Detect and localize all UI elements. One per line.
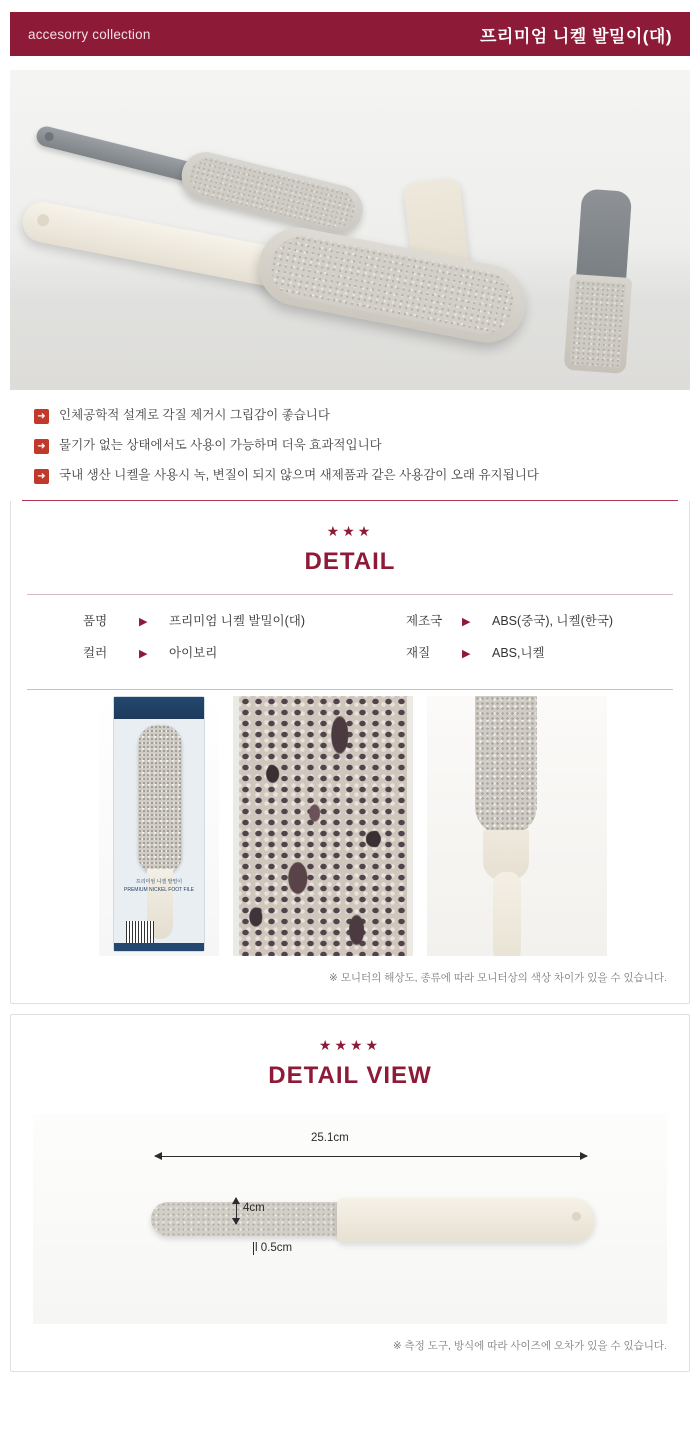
dimension-product-photo: [151, 1192, 591, 1262]
package-bottom-band: [114, 943, 204, 951]
spec-column-left: [11, 611, 350, 675]
arrow-right-icon: ➜: [34, 409, 49, 424]
package-top-band: [114, 697, 204, 719]
feature-text: 물기가 없는 상태에서도 사용이 가능하며 더욱 효과적입니다: [59, 438, 382, 452]
spec-label: 품명: [83, 614, 108, 628]
spec-row: [83, 611, 350, 629]
spec-value: ABS,니켈: [492, 646, 545, 660]
stars-decoration: ★★★★: [318, 1037, 382, 1053]
page-title: 프리미엄 니켈 발밀이(대): [480, 26, 672, 46]
product-detail-page: [0, 12, 700, 1451]
collection-label: accesorry collection: [28, 26, 151, 42]
feature-text: 인체공학적 설계로 각질 제거시 그립감이 좋습니다: [59, 408, 330, 422]
stars-decoration: ★★★: [326, 523, 374, 539]
detail-panel: [10, 501, 690, 1004]
arrow-right-icon: ➜: [34, 469, 49, 484]
spec-table: [11, 595, 689, 689]
feature-item: [34, 468, 690, 484]
feature-list: [34, 408, 690, 484]
arrow-right-icon: ▶: [462, 616, 471, 628]
spec-label: 재질: [406, 646, 431, 660]
detail-view-panel: [10, 1014, 690, 1372]
package-product-pad: [138, 725, 182, 875]
arrow-right-icon: ▶: [462, 648, 471, 660]
handle-closeup-photo: [427, 696, 607, 956]
arrow-right-icon: ▶: [139, 616, 148, 628]
spec-label: 컬러: [83, 646, 108, 660]
package-label-text: 프리미엄 니켈 발밀이 PREMIUM NICKEL FOOT FILE: [124, 879, 195, 893]
detail-view-title: DETAIL VIEW: [268, 1062, 432, 1089]
spec-column-right: [350, 611, 689, 675]
dimension-diagram: [33, 1114, 667, 1324]
monitor-color-note: ※ 모니터의 해상도, 종류에 따라 모니터상의 색상 차이가 있을 수 있습니다.: [329, 972, 667, 984]
ivory-file-abrasive-pad: [252, 221, 532, 349]
feature-item: [34, 408, 690, 424]
thickness-dimension-label: l 0.5cm: [255, 1242, 293, 1254]
package-card: [113, 696, 205, 952]
detail-view-section-header: [11, 1015, 689, 1108]
barcode-icon: [126, 921, 154, 943]
package-photo: [99, 696, 219, 956]
closeup-abrasive-pad: [475, 696, 537, 836]
width-dimension-label: 4cm: [243, 1202, 265, 1214]
spec-row: [406, 611, 689, 629]
length-dimension-line: [155, 1156, 587, 1157]
feature-item: [34, 438, 690, 454]
spec-label: 제조국: [406, 614, 443, 628]
length-dimension-label: 25.1cm: [311, 1132, 349, 1144]
gray-file-back-piece: [564, 188, 638, 372]
closeup-handle: [493, 872, 521, 956]
detail-image-row: [11, 690, 689, 956]
abrasive-surface-macro-photo: [233, 696, 413, 956]
spec-value: 프리미엄 니켈 발밀이(대): [169, 614, 306, 628]
spec-row: [406, 643, 689, 661]
detail-section-header: [11, 501, 689, 594]
thickness-dimension-tick: [253, 1242, 254, 1255]
spec-value: ABS(중국), 니켈(한국): [492, 614, 614, 628]
dimension-handle: [337, 1198, 595, 1242]
measurement-note: ※ 측정 도구, 방식에 따라 사이즈에 오차가 있을 수 있습니다.: [392, 1340, 667, 1352]
gray-pad-part: [564, 274, 633, 374]
width-dimension-line: [236, 1198, 237, 1224]
hero-product-photo: [10, 70, 690, 390]
spec-row: [83, 643, 350, 661]
arrow-right-icon: ▶: [139, 648, 148, 660]
arrow-right-icon: ➜: [34, 439, 49, 454]
feature-text: 국내 생산 니켈을 사용시 녹, 변질이 되지 않으며 새제품과 같은 사용감이 오래 유지됩니다: [59, 468, 539, 482]
page-header: [10, 12, 690, 56]
spec-value: 아이보리: [169, 646, 218, 660]
detail-title: DETAIL: [304, 548, 396, 575]
